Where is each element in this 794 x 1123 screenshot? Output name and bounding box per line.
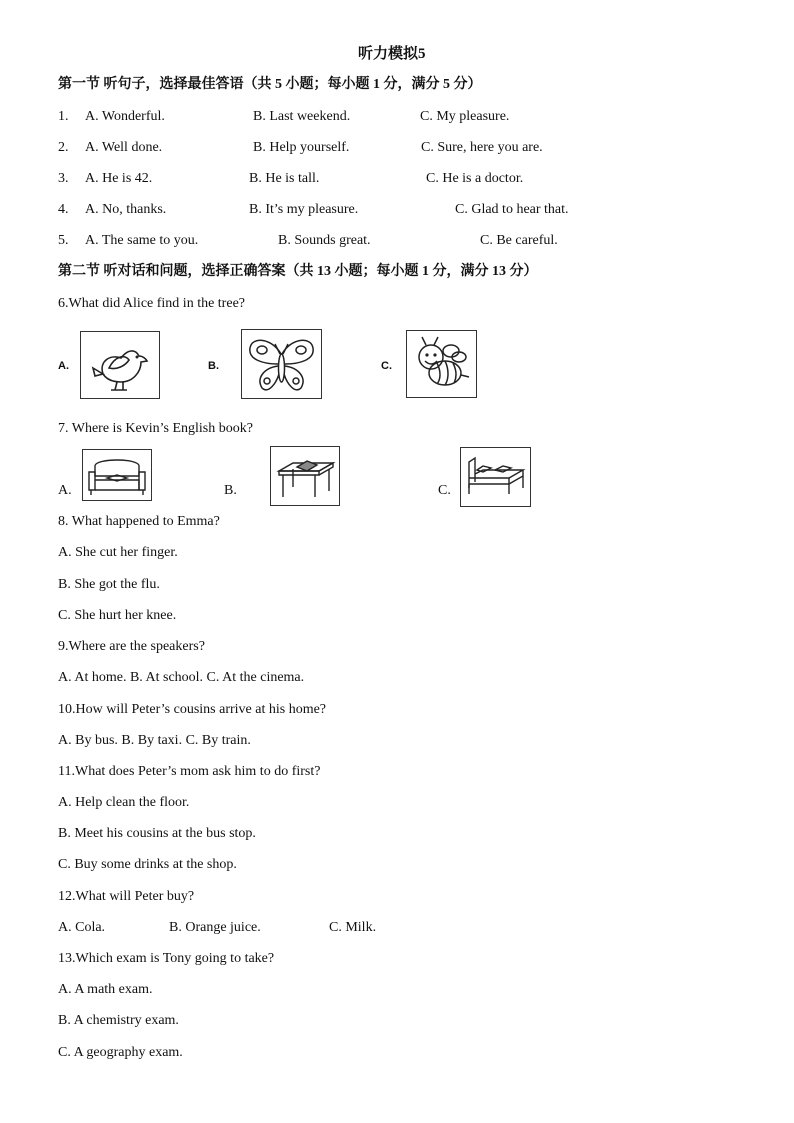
q6-option-c-label: C. (381, 360, 392, 372)
q6-option-a-image (80, 331, 160, 399)
q6-option-a-label: A. (58, 360, 69, 372)
option-b: B. Last weekend. (253, 109, 351, 124)
question-number: 4. (58, 202, 69, 217)
option-c: C. Sure, here you are. (421, 140, 543, 155)
q11-option-c: C. Buy some drinks at the shop. (58, 857, 237, 872)
q12-option-b: B. Orange juice. (169, 920, 261, 935)
q13-option-a: A. A math exam. (58, 982, 153, 997)
option-c: C. Glad to hear that. (455, 202, 569, 217)
bee-icon (407, 331, 476, 397)
q9-options: A. At home. B. At school. C. At the cinema. (58, 670, 305, 685)
option-c: C. He is a doctor. (426, 171, 524, 186)
q6-option-b-image (241, 329, 322, 399)
bed-with-book-icon (461, 448, 530, 506)
q8-text: 8. What happened to Emma? (58, 514, 220, 529)
option-a: A. No, thanks. (85, 202, 167, 217)
q7-option-c-image (460, 447, 531, 507)
q6-text: 6.What did Alice find in the tree? (58, 296, 245, 311)
option-b: B. He is tall. (249, 171, 320, 186)
q7-option-c-label: C. (438, 483, 451, 498)
q12-option-c: C. Milk. (329, 920, 377, 935)
option-b: B. Sounds great. (278, 233, 371, 248)
q11-option-a: A. Help clean the floor. (58, 795, 190, 810)
option-a: A. He is 42. (85, 171, 153, 186)
question-number: 3. (58, 171, 69, 186)
option-a: A. Wonderful. (85, 109, 165, 124)
q7-option-a-label: A. (58, 483, 72, 498)
section2-heading: 第二节 听对话和问题，选择正确答案（共 13 小题；每小题 1 分，满分 13 分） (58, 264, 538, 279)
sofa-with-book-icon (83, 450, 151, 500)
question-number: 2. (58, 140, 69, 155)
q9-text: 9.Where are the speakers? (58, 639, 205, 654)
q10-text: 10.How will Peter’s cousins arrive at his home? (58, 702, 327, 717)
q7-option-a-image (82, 449, 152, 501)
q8-option-b: B. She got the flu. (58, 577, 160, 592)
option-c: C. Be careful. (480, 233, 558, 248)
question-number: 1. (58, 109, 69, 124)
q11-text: 11.What does Peter’s mom ask him to do first? (58, 764, 321, 779)
table-with-book-icon (271, 447, 339, 505)
q8-option-a: A. She cut her finger. (58, 545, 178, 560)
q13-text: 13.Which exam is Tony going to take? (58, 951, 275, 966)
option-b: B. Help yourself. (253, 140, 350, 155)
q11-option-b: B. Meet his cousins at the bus stop. (58, 826, 256, 841)
q6-option-c-image (406, 330, 477, 398)
q12-text: 12.What will Peter buy? (58, 889, 195, 904)
butterfly-icon (242, 330, 321, 398)
option-a: A. The same to you. (85, 233, 199, 248)
q13-option-b: B. A chemistry exam. (58, 1013, 179, 1028)
bird-icon (81, 332, 159, 398)
q8-option-c: C. She hurt her knee. (58, 608, 177, 623)
q7-text: 7. Where is Kevin’s English book? (58, 421, 253, 436)
q12-option-a: A. Cola. (58, 920, 106, 935)
q6-option-b-label: B. (208, 360, 219, 372)
q7-option-b-image (270, 446, 340, 506)
q13-option-c: C. A geography exam. (58, 1045, 183, 1060)
page-title: 听力模拟5 (358, 46, 426, 62)
q7-option-b-label: B. (224, 483, 237, 498)
option-a: A. Well done. (85, 140, 163, 155)
q10-options: A. By bus. B. By taxi. C. By train. (58, 733, 251, 748)
section1-heading: 第一节 听句子，选择最佳答语（共 5 小题；每小题 1 分，满分 5 分） (58, 77, 482, 92)
question-number: 5. (58, 233, 69, 248)
option-b: B. It’s my pleasure. (249, 202, 359, 217)
option-c: C. My pleasure. (420, 109, 510, 124)
